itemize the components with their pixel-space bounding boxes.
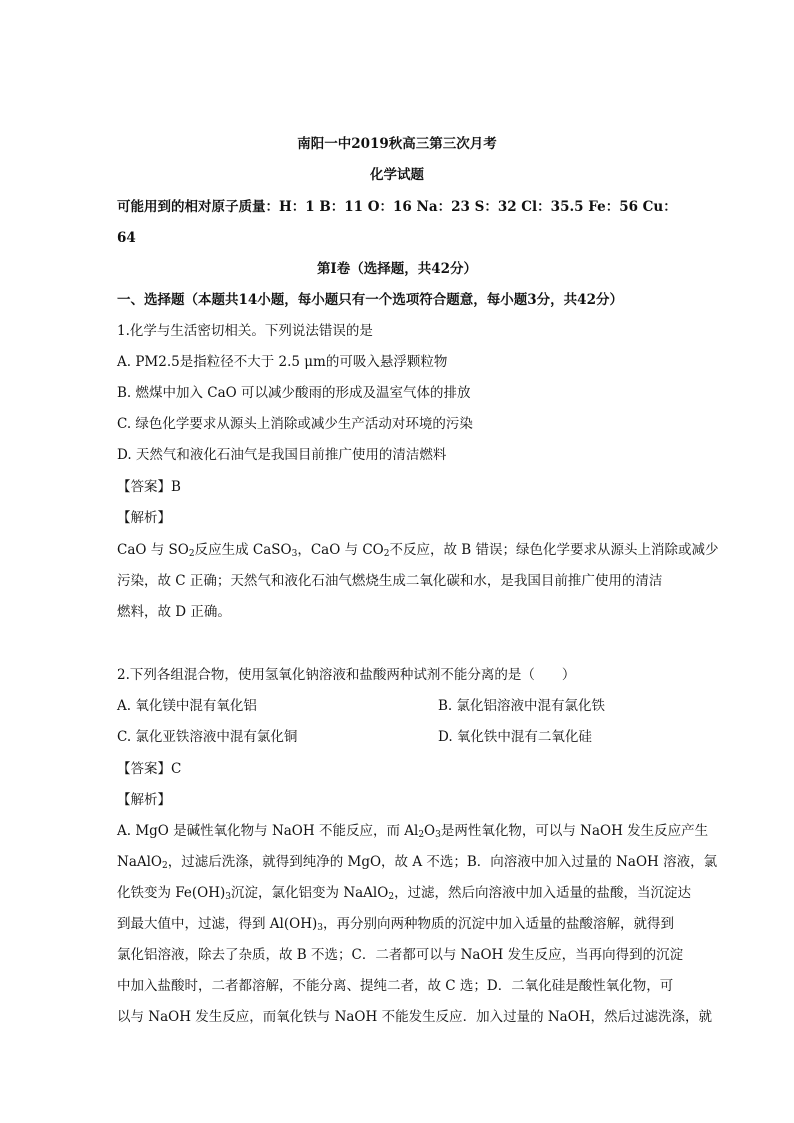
q2-answer: 【答案】C	[117, 761, 182, 777]
q1-option-b: B. 燃煤中加入 CaO 可以减少酸雨的形成及温室气体的排放	[117, 385, 471, 401]
atomic-masses-line2: 64	[117, 230, 136, 246]
q2-analysis-line4: 到最大值中，过滤，得到 $Al(OH)_3$，再分别向两种物质的沉淀中加入适量的盐酸溶解，就得到	[117, 916, 674, 933]
q2-option-c: C. 氯化亚铁溶液中混有氯化铜	[117, 729, 298, 745]
q2-analysis-line3: 化铁变为 $Fe(OH)_3$沉淀，氯化铝变为 NaAlO$_2$，过滤，然后向溶液中加入适量的盐酸，当沉淀达	[117, 885, 692, 902]
q2-analysis-line2: NaAlO$_2$，过滤后洗涤，就得到纯净的 MgO，故 A 不选；B．向溶液中加入过量的 NaOH 溶液，氯	[117, 854, 718, 871]
q1-option-c: C. 绿色化学要求从源头上消除或减少生产活动对环境的污染	[117, 416, 473, 432]
q1-option-a: A. PM2.5是指粒径不大于 2.5 μm的可吸入悬浮颗粒物	[117, 354, 448, 370]
q1-analysis-label: 【解析】	[117, 510, 171, 526]
exam-title: 南阳一中2019秋高三第三次月考	[297, 136, 497, 152]
q2-analysis-line6: 中加入盐酸时，二者都溶解，不能分离、提纯二者，故 C 选；D．二氧化硅是酸性氧化物，可	[117, 978, 674, 994]
q2-analysis-line7: 以与 NaOH 发生反应，而氧化铁与 NaOH 不能发生反应．加入过量的 NaOH，然后过滤洗涤，就	[117, 1009, 713, 1025]
q1-analysis-line2: 污染，故 C 正确；天然气和液化石油气燃烧生成二氧化碳和水，是我国目前推广使用的清洁	[117, 573, 663, 589]
q2-option-a: A. 氧化镁中混有氧化铝	[117, 698, 257, 714]
subject-title: 化学试题	[370, 167, 424, 183]
q2-option-d: D. 氧化铁中混有二氧化硅	[438, 729, 592, 745]
q1-answer: 【答案】B	[117, 479, 181, 495]
part-title: 一、选择题（本题共14小题，每小题只有一个选项符合题意，每小题3分，共42分）	[117, 292, 623, 308]
q1-analysis-line1: CaO 与 $SO_2$反应生成 CaSO$_3$，CaO 与 $CO_2$不反应，故 B 错误；绿色化学要求从源头上消除或减少	[117, 542, 719, 559]
q2-analysis-label: 【解析】	[117, 792, 171, 808]
q1-analysis-line3: 燃料，故 D 正确。	[117, 604, 231, 620]
q1-stem: 1.化学与生活密切相关。下列说法错误的是	[117, 323, 373, 339]
atomic-masses-line1: 可能用到的相对原子质量：H：1 B：11 O：16 Na：23 S：32 Cl：35.5 Fe：56 Cu：	[117, 199, 677, 215]
q2-option-b: B. 氯化铝溶液中混有氯化铁	[438, 698, 606, 714]
volume-title: 第I卷（选择题，共42分）	[316, 261, 478, 277]
q2-analysis-line1: A. MgO 是碱性氧化物与 NaOH 不能反应，而 $Al_2O_3$是两性氧化物，可以与 NaOH 发生反应产生	[117, 823, 709, 840]
q2-analysis-line5: 氯化铝溶液，除去了杂质，故 B 不选；C．二者都可以与 NaOH 发生反应，当再向得到的沉淀	[117, 947, 684, 963]
q2-stem: 2.下列各组混合物，使用氢氧化钠溶液和盐酸两种试剂不能分离的是（ ）	[117, 667, 576, 683]
q1-option-d: D. 天然气和液化石油气是我国目前推广使用的清洁燃料	[117, 447, 447, 463]
